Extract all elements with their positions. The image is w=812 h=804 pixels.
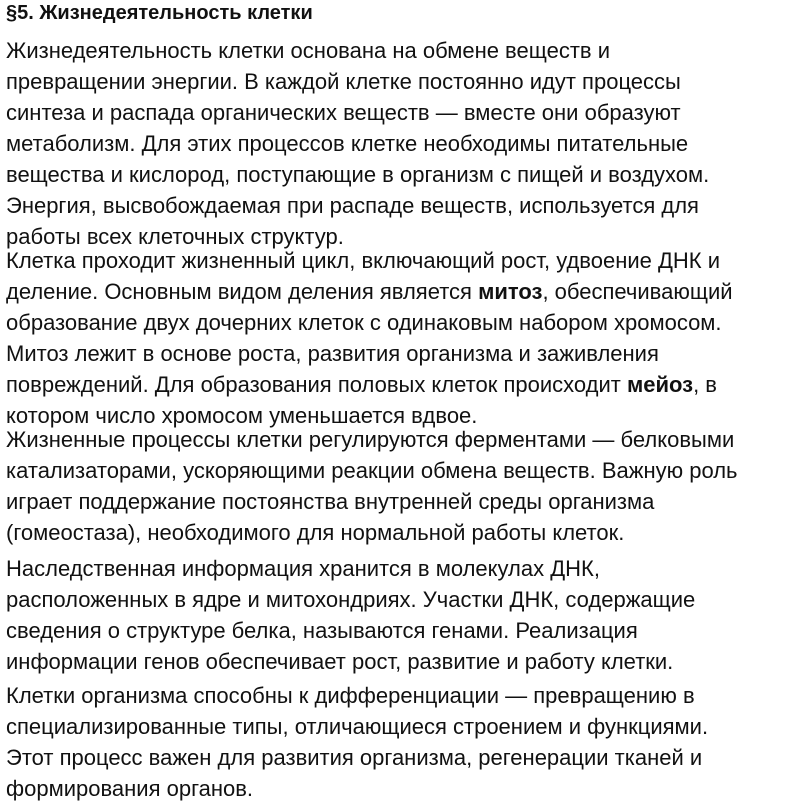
text-line: синтеза и распада органических веществ — вместе они образуют	[6, 100, 681, 125]
paragraph-metabolism	[6, 35, 812, 252]
text-line: Энергия, высвобождаемая при распаде веществ, используется для	[6, 193, 699, 218]
text-line: Митоз лежит в основе роста, развития организма и заживления	[6, 341, 659, 366]
paragraph-differentiation	[6, 680, 812, 804]
text-line: катализаторами, ускоряющими реакции обмена веществ. Важную роль	[6, 458, 738, 483]
text-line: метаболизм. Для этих процессов клетке необходимы питательные	[6, 131, 689, 156]
text-line	[6, 369, 812, 400]
text-run: , обеспечивающий	[542, 279, 733, 304]
text-line: Жизненные процессы клетки регулируются ферментами — белковыми	[6, 427, 735, 452]
text-line: вещества и кислород, поступающие в организм с пищей и воздухом.	[6, 162, 710, 187]
text-line: котором число хромосом уменьшается вдвое.	[6, 403, 478, 428]
text-line: работы всех клеточных структур.	[6, 224, 344, 249]
text-run: повреждений. Для образования половых клеток происходит	[6, 372, 627, 397]
term-mitosis: митоз	[478, 279, 543, 304]
text-line: расположенных в ядре и митохондриях. Участки ДНК, содержащие	[6, 587, 696, 612]
text-line: информации генов обеспечивает рост, развитие и работу клетки.	[6, 649, 674, 674]
text-line: превращении энергии. В каждой клетке постоянно идут процессы	[6, 69, 681, 94]
text-line: Наследственная информация хранится в молекулах ДНК,	[6, 556, 600, 581]
paragraph-regulation	[6, 424, 812, 548]
paragraph-cell-cycle	[6, 245, 812, 431]
paragraph-heredity	[6, 553, 812, 677]
text-line: формирования органов.	[6, 776, 254, 801]
text-run: , в	[693, 372, 717, 397]
text-line: Этот процесс важен для развития организма, регенерации тканей и	[6, 745, 703, 770]
text-line: сведения о структуре белка, называются генами. Реализация	[6, 618, 638, 643]
section-title: §5. Жизнедеятельность клетки	[6, 2, 313, 24]
text-line: Клетки организма способны к дифференциации — превращению в	[6, 683, 695, 708]
text-line: Жизнедеятельность клетки основана на обмене веществ и	[6, 38, 610, 63]
term-meiosis: мейоз	[626, 372, 694, 397]
text-line: образование двух дочерних клеток с одинаковым набором хромосом.	[6, 310, 722, 335]
text-line: Клетка проходит жизненный цикл, включающий рост, удвоение ДНК и	[6, 248, 721, 273]
text-line	[6, 276, 812, 307]
text-line: специализированные типы, отличающиеся строением и функциями.	[6, 714, 709, 739]
text-line: (гомеостаза), необходимого для нормальной работы клеток.	[6, 520, 625, 545]
text-line: играет поддержание постоянства внутренней среды организма	[6, 489, 655, 514]
text-run: деление. Основным видом деления является	[6, 279, 479, 304]
